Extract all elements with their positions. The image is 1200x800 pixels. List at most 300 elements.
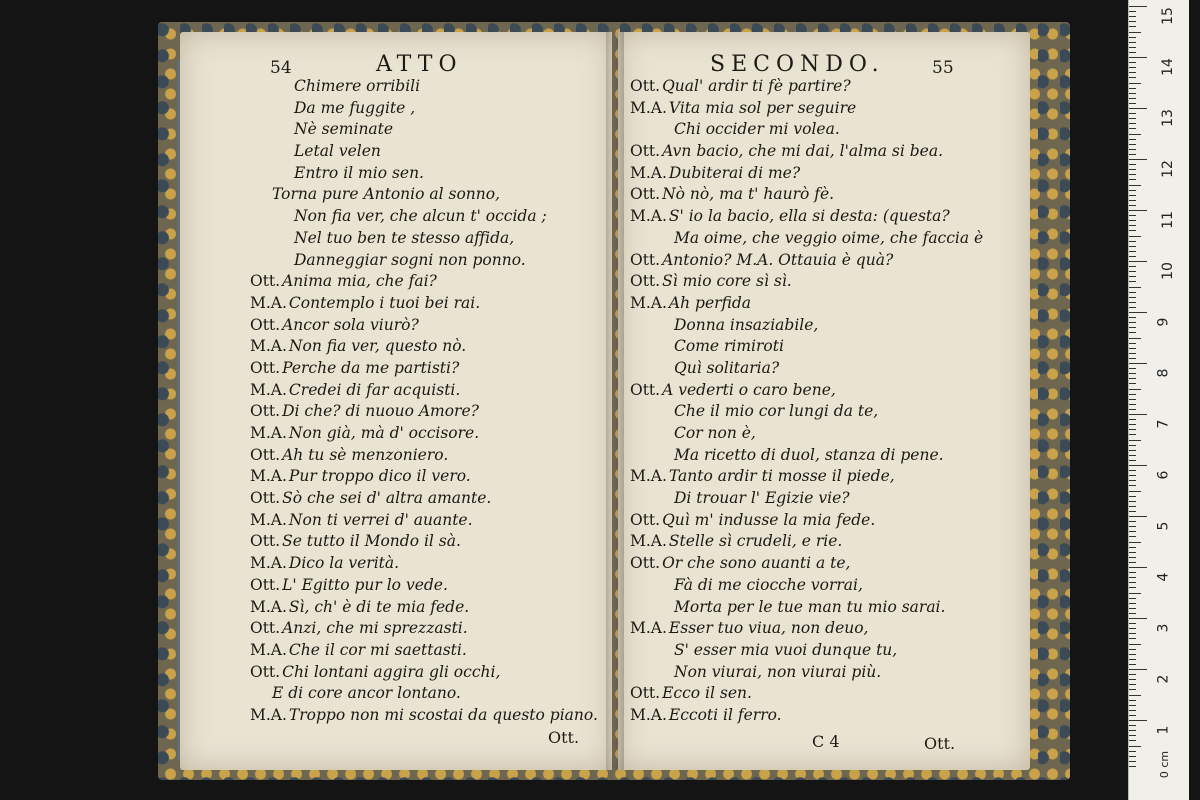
ruler-tick: [1129, 363, 1147, 364]
speaker-label: Ott.: [250, 662, 281, 681]
text-line: [250, 76, 598, 98]
ruler-tick: [1129, 695, 1141, 696]
verse-text: Antonio? M.A. Ottauia è quà?: [662, 250, 894, 269]
text-line: [630, 250, 983, 272]
text-line: [630, 683, 983, 705]
verse-text: Nè seminate: [294, 120, 394, 139]
text-line: [250, 618, 598, 640]
verse-text: Pur troppo dico il vero.: [288, 467, 471, 486]
verse-text: Ancor sola viurò?: [282, 315, 419, 334]
ruler-tick: [1129, 389, 1141, 390]
ruler-tick: [1129, 62, 1136, 63]
ruler-tick: [1129, 164, 1136, 165]
ruler-tick: [1129, 664, 1136, 665]
verse-text: Non fia ver, che alcun t' occida ;: [294, 207, 547, 226]
ruler-tick: [1129, 332, 1136, 333]
verse-text: Ah tu sè menzoniero.: [282, 445, 449, 464]
ruler-tick: [1129, 52, 1136, 53]
ruler-tick: [1129, 215, 1136, 216]
signature-mark: C 4: [812, 732, 840, 751]
text-line: [630, 271, 983, 293]
ruler-tick: [1129, 547, 1136, 548]
text-line: [630, 705, 983, 727]
verse-text: Che il mio cor lungi da te,: [674, 402, 879, 421]
ruler-tick: [1129, 93, 1136, 94]
verse-text: Da me fuggite ,: [294, 98, 416, 117]
ruler-number: 10: [1159, 262, 1176, 280]
ruler-tick: [1129, 756, 1136, 757]
ruler-tick: [1129, 434, 1136, 435]
text-line: [630, 553, 983, 575]
text-line: [250, 575, 598, 597]
speaker-label: M.A.: [630, 98, 667, 117]
ruler-tick: [1129, 531, 1136, 532]
ruler-tick: [1129, 378, 1136, 379]
text-line: [250, 141, 598, 163]
text-line: [250, 597, 598, 619]
ruler-tick: [1129, 644, 1141, 645]
ruler-tick: [1129, 404, 1136, 405]
ruler-tick: [1129, 746, 1141, 747]
ruler-tick: [1129, 322, 1136, 323]
ruler-tick: [1129, 506, 1136, 507]
ruler-tick: [1129, 327, 1136, 328]
ruler-number: 3: [1155, 623, 1172, 633]
ruler-tick: [1129, 480, 1136, 481]
ruler-tick: [1129, 501, 1136, 502]
ruler-tick: [1129, 613, 1136, 614]
ruler-tick: [1129, 516, 1147, 517]
ruler-tick: [1129, 654, 1136, 655]
ruler-tick: [1129, 37, 1136, 38]
verse-text: Stelle sì crudeli, e rie.: [668, 532, 843, 551]
text-line: [250, 445, 598, 467]
ruler-tick: [1129, 225, 1136, 226]
speaker-label: M.A.: [250, 467, 287, 486]
verse-text: Morta per le tue man tu mio sarai.: [674, 597, 946, 616]
verse-text: Vita mia sol per seguire: [668, 98, 857, 117]
ruler-tick: [1129, 307, 1136, 308]
verse-text: Non ti verrei d' auante.: [288, 510, 473, 529]
text-line: [630, 228, 983, 250]
text-line: [250, 206, 598, 228]
ruler-tick: [1129, 103, 1136, 104]
right-page-number: 55: [932, 58, 954, 78]
ruler-number: 7: [1155, 419, 1172, 429]
ruler-tick: [1129, 465, 1147, 466]
ruler-tick: [1129, 720, 1147, 721]
text-line: [630, 293, 983, 315]
verse-text: Di trouar l' Egizie vie?: [674, 489, 850, 508]
speaker-label: M.A.: [250, 424, 287, 442]
text-line: [630, 662, 983, 684]
ruler-tick: [1129, 123, 1136, 124]
ruler-tick: [1129, 98, 1136, 99]
ruler-tick: [1129, 200, 1136, 201]
ruler-tick: [1129, 190, 1136, 191]
verse-text: Sì mio core sì sì.: [662, 272, 792, 291]
ruler-tick: [1129, 287, 1141, 288]
ruler-tick: [1129, 16, 1136, 17]
verse-text: Ma oime, che veggio oime, che faccia è: [674, 228, 984, 247]
ruler-tick: [1129, 353, 1136, 354]
text-line: [630, 510, 983, 532]
ruler-tick: [1129, 169, 1136, 170]
ruler-tick: [1129, 491, 1141, 492]
right-catchword: Ott.: [924, 734, 956, 753]
ruler-tick: [1129, 47, 1136, 48]
ruler-tick: [1129, 649, 1136, 650]
ruler-tick: [1129, 735, 1136, 736]
verse-text: Non già, mà d' occisore.: [288, 424, 480, 442]
ruler-tick: [1129, 587, 1136, 588]
ruler-tick: [1129, 139, 1136, 140]
text-line: [630, 336, 983, 358]
verse-text: Tanto ardir ti mosse il piede,: [668, 467, 895, 486]
ruler-tick: [1129, 669, 1147, 670]
ruler-tick: [1129, 440, 1141, 441]
speaker-label: M.A.: [250, 597, 287, 616]
ruler-tick: [1129, 297, 1136, 298]
ruler-tick: [1129, 246, 1136, 247]
verse-text: Non viurai, non viurai più.: [674, 662, 882, 681]
speaker-label: M.A.: [250, 293, 287, 312]
speaker-label: Ott.: [630, 272, 661, 291]
text-line: [630, 206, 983, 228]
verse-text: Troppo non mi scostai da questo piano.: [288, 705, 598, 724]
left-page-number: 54: [270, 58, 292, 78]
ruler-number: 4: [1155, 572, 1172, 582]
text-line: [630, 380, 983, 402]
ruler-tick: [1129, 521, 1136, 522]
text-line: [250, 271, 598, 293]
ruler-tick: [1129, 210, 1147, 211]
ruler-tick: [1129, 526, 1136, 527]
speaker-label: M.A.: [630, 207, 667, 226]
ruler-tick: [1129, 715, 1136, 716]
ruler-tick: [1129, 628, 1136, 629]
ruler-tick: [1129, 236, 1141, 237]
text-line: [250, 531, 598, 553]
verse-text: Cor non è,: [674, 424, 756, 442]
verse-text: Qual' ardir ti fè partire?: [662, 77, 851, 95]
text-line: [630, 531, 983, 553]
verse-text: S' io la bacio, ella si desta: (questa?: [668, 207, 950, 226]
measuring-ruler: [1128, 0, 1189, 800]
verse-text: Se tutto il Mondo il sà.: [282, 532, 461, 551]
ruler-tick: [1129, 11, 1136, 12]
text-line: [250, 705, 598, 727]
verse-text: Chi lontani aggira gli occhi,: [282, 662, 501, 681]
ruler-tick: [1129, 700, 1136, 701]
text-line: [250, 510, 598, 532]
ruler-tick: [1129, 593, 1141, 594]
ruler-tick: [1129, 32, 1141, 33]
ruler-number: 15: [1159, 7, 1176, 25]
text-line: [250, 401, 598, 423]
ruler-tick: [1129, 679, 1136, 680]
text-line: [250, 163, 598, 185]
ruler-tick: [1129, 567, 1147, 568]
text-line: [250, 293, 598, 315]
speaker-label: Ott.: [250, 619, 281, 638]
verse-text: Ah perfida: [668, 293, 752, 312]
text-line: [630, 358, 983, 380]
verse-text: Donna insaziabile,: [674, 315, 819, 334]
ruler-tick: [1129, 83, 1141, 84]
speaker-label: Ott.: [250, 445, 281, 464]
ruler-tick: [1129, 368, 1136, 369]
ruler-tick: [1129, 557, 1136, 558]
verse-text: Sò che sei d' altra amante.: [282, 489, 492, 508]
speaker-label: M.A.: [630, 619, 667, 638]
ruler-tick: [1129, 761, 1136, 762]
speaker-label: M.A.: [630, 705, 667, 724]
verse-text: A vederti o caro bene,: [662, 380, 836, 399]
left-running-head: ATTO: [376, 52, 463, 77]
ruler-tick: [1129, 292, 1136, 293]
verse-text: Non fia ver, questo nò.: [288, 337, 467, 356]
verse-text: L' Egitto pur lo vede.: [282, 575, 448, 594]
text-line: [250, 423, 598, 445]
text-line: [630, 315, 983, 337]
speaker-label: Ott.: [630, 142, 661, 161]
ruler-tick: [1129, 241, 1136, 242]
ruler-tick: [1129, 740, 1136, 741]
ruler-tick: [1129, 134, 1141, 135]
verse-text: Avn bacio, che mi dai, l'alma si bea.: [662, 142, 944, 161]
ruler-number: 12: [1159, 160, 1176, 178]
speaker-label: Ott.: [250, 575, 281, 594]
verse-text: Credei di far acquisti.: [288, 380, 461, 399]
ruler-tick: [1129, 419, 1136, 420]
ruler-tick: [1129, 348, 1136, 349]
ruler-tick: [1129, 598, 1136, 599]
speaker-label: Ott.: [630, 684, 661, 703]
verse-text: Or che sono auanti a te,: [662, 554, 851, 573]
speaker-label: M.A.: [630, 163, 667, 182]
ruler-tick: [1129, 358, 1136, 359]
ruler-tick: [1129, 6, 1147, 7]
verse-text: Danneggiar sogni non ponno.: [294, 250, 526, 269]
right-running-head: SECONDO.: [710, 52, 885, 77]
ruler-tick: [1129, 373, 1136, 374]
verse-text: Anzi, che mi sprezzasti.: [282, 619, 468, 638]
book-gutter: [606, 32, 624, 770]
ruler-tick: [1129, 383, 1136, 384]
ruler-tick: [1129, 450, 1136, 451]
ruler-tick: [1129, 705, 1136, 706]
ruler-tick: [1129, 281, 1136, 282]
ruler-tick: [1129, 409, 1136, 410]
text-line: [250, 250, 598, 272]
text-line: [250, 553, 598, 575]
verse-text: Torna pure Antonio al sonno,: [272, 185, 501, 204]
speaker-label: M.A.: [630, 532, 667, 551]
text-line: [630, 98, 983, 120]
speaker-label: Ott.: [250, 272, 281, 291]
ruler-tick: [1129, 710, 1136, 711]
ruler-tick: [1129, 220, 1136, 221]
ruler-tick: [1129, 618, 1147, 619]
ruler-tick: [1129, 266, 1136, 267]
ruler-tick: [1129, 21, 1136, 22]
ruler-tick: [1129, 154, 1136, 155]
text-line: [630, 575, 983, 597]
text-line: [630, 640, 983, 662]
ruler-tick: [1129, 399, 1136, 400]
speaker-label: Ott.: [630, 510, 661, 529]
ruler-tick: [1129, 251, 1136, 252]
ruler-tick: [1129, 276, 1136, 277]
ruler-tick: [1129, 582, 1136, 583]
ruler-tick: [1129, 144, 1136, 145]
ruler-number: 13: [1159, 109, 1176, 127]
ruler-tick: [1129, 343, 1136, 344]
verse-text: Eccoti il ferro.: [668, 705, 782, 724]
ruler-tick: [1129, 57, 1147, 58]
speaker-label: M.A.: [250, 510, 287, 529]
ruler-number: 2: [1155, 674, 1172, 684]
ruler-tick: [1129, 77, 1136, 78]
left-page-text: [250, 76, 598, 727]
text-line: [630, 141, 983, 163]
ruler-tick: [1129, 26, 1136, 27]
ruler-tick: [1129, 271, 1136, 272]
ruler-number: 14: [1159, 58, 1176, 76]
ruler-tick: [1129, 445, 1136, 446]
ruler-tick: [1129, 128, 1136, 129]
ruler-tick: [1129, 174, 1136, 175]
ruler-tick: [1129, 88, 1136, 89]
verse-text: Quì solitaria?: [674, 358, 780, 377]
verse-text: Entro il mio sen.: [294, 163, 424, 182]
speaker-label: Ott.: [250, 358, 281, 377]
ruler-tick: [1129, 766, 1136, 767]
ruler-tick: [1129, 623, 1136, 624]
ruler-tick: [1129, 536, 1136, 537]
speaker-label: M.A.: [630, 293, 667, 312]
verse-text: Fà di me ciocche vorrai,: [674, 575, 863, 594]
text-line: [250, 315, 598, 337]
speaker-label: M.A.: [250, 337, 287, 356]
ruler-tick: [1129, 108, 1147, 109]
ruler-tick: [1129, 485, 1136, 486]
verse-text: Anima mia, che fai?: [282, 272, 437, 291]
verse-text: Quì m' indusse la mia fede.: [662, 510, 876, 529]
text-line: [630, 119, 983, 141]
ruler-number: 11: [1159, 211, 1176, 229]
text-line: [250, 466, 598, 488]
text-line: [630, 488, 983, 510]
verse-text: E di core ancor lontano.: [272, 684, 461, 703]
ruler-tick: [1129, 659, 1136, 660]
ruler-tick: [1129, 338, 1141, 339]
verse-text: Ma ricetto di duol, stanza di pene.: [674, 445, 944, 464]
verse-text: Dico la verità.: [288, 554, 400, 573]
text-line: [250, 662, 598, 684]
text-line: [630, 597, 983, 619]
verse-text: Che il cor mi saettasti.: [288, 640, 467, 659]
ruler-tick: [1129, 72, 1136, 73]
ruler-tick: [1129, 460, 1136, 461]
text-line: [630, 163, 983, 185]
speaker-label: Ott.: [630, 380, 661, 399]
ruler-tick: [1129, 424, 1136, 425]
ruler-tick: [1129, 674, 1136, 675]
text-line: [250, 98, 598, 120]
ruler-tick: [1129, 455, 1136, 456]
ruler-tick: [1129, 552, 1136, 553]
text-line: [250, 336, 598, 358]
speaker-label: Ott.: [630, 250, 661, 269]
verse-text: Chimere orribili: [294, 77, 421, 95]
verse-text: Esser tuo viua, non deuo,: [668, 619, 869, 638]
ruler-tick: [1129, 195, 1136, 196]
text-line: [250, 184, 598, 206]
text-line: [630, 423, 983, 445]
ruler-tick: [1129, 689, 1136, 690]
ruler-tick: [1129, 179, 1136, 180]
ruler-number: 9: [1155, 317, 1172, 327]
ruler-tick: [1129, 577, 1136, 578]
verse-text: Come rimiroti: [674, 337, 784, 356]
text-line: [630, 618, 983, 640]
speaker-label: Ott.: [630, 77, 661, 95]
speaker-label: Ott.: [250, 532, 281, 551]
speaker-label: Ott.: [250, 402, 281, 421]
ruler-tick: [1129, 496, 1136, 497]
verse-text: Dubiterai di me?: [668, 163, 801, 182]
text-line: [250, 358, 598, 380]
verse-text: Perche da me partisti?: [282, 358, 460, 377]
speaker-label: Ott.: [250, 489, 281, 508]
ruler-tick: [1129, 67, 1136, 68]
ruler-tick: [1129, 302, 1136, 303]
ruler-tick: [1129, 118, 1136, 119]
text-line: [250, 488, 598, 510]
verse-text: Nò nò, ma t' haurò fè.: [662, 185, 835, 204]
ruler-tick: [1129, 429, 1136, 430]
ruler-tick: [1129, 470, 1136, 471]
ruler-tick: [1129, 475, 1136, 476]
ruler-tick: [1129, 638, 1136, 639]
ruler-tick: [1129, 113, 1136, 114]
speaker-label: M.A.: [250, 554, 287, 573]
ruler-tick: [1129, 725, 1136, 726]
speaker-label: Ott.: [630, 554, 661, 573]
text-line: [630, 445, 983, 467]
speaker-label: Ott.: [250, 315, 281, 334]
ruler-tick: [1129, 42, 1136, 43]
ruler-tick: [1129, 159, 1147, 160]
ruler-tick: [1129, 572, 1136, 573]
ruler-tick: [1129, 185, 1141, 186]
text-line: [630, 401, 983, 423]
ruler-tick: [1129, 414, 1147, 415]
text-line: [250, 640, 598, 662]
ruler-tick: [1129, 633, 1136, 634]
text-line: [630, 184, 983, 206]
verse-text: Chi occider mi volea.: [674, 120, 840, 139]
speaker-label: M.A.: [250, 640, 287, 659]
text-line: [630, 466, 983, 488]
ruler-tick: [1129, 256, 1136, 257]
ruler-tick: [1129, 511, 1136, 512]
verse-text: Contemplo i tuoi bei rai.: [288, 293, 481, 312]
text-line: [250, 228, 598, 250]
ruler-tick: [1129, 205, 1136, 206]
